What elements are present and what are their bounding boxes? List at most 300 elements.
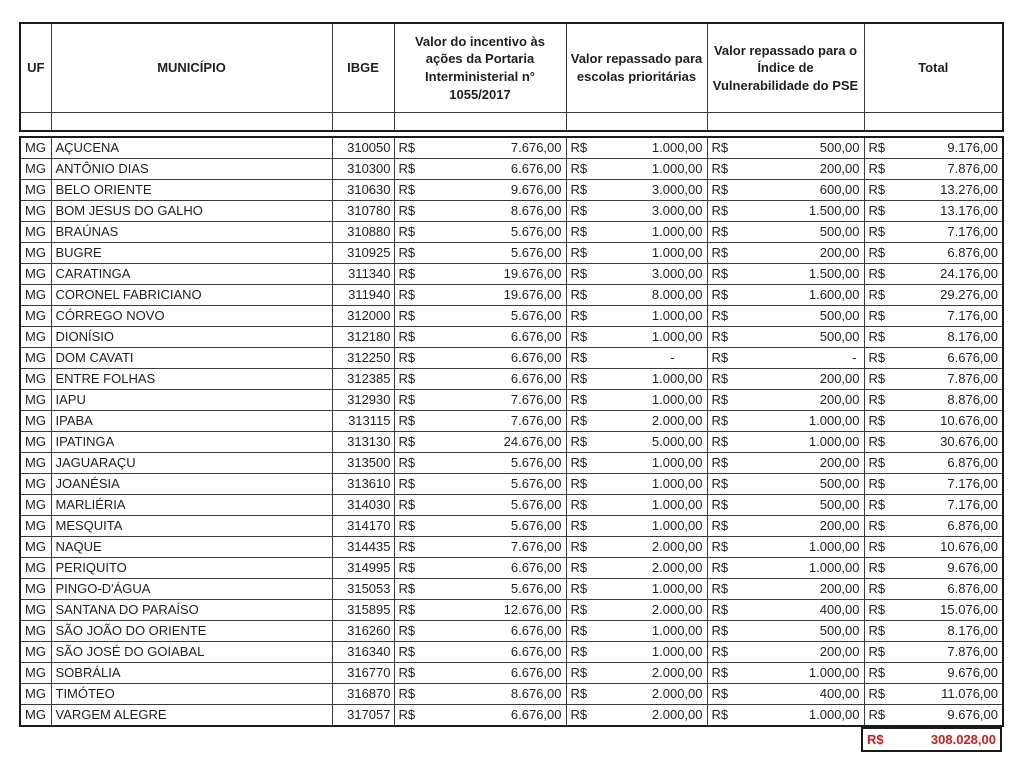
- incentivo-cell: R$ 8.676,00: [394, 684, 566, 705]
- currency-label: R$: [868, 203, 886, 218]
- pse-cell: R$ 500,00: [707, 474, 864, 495]
- uf-cell: MG: [20, 285, 51, 306]
- ibge-cell: 316340: [332, 642, 394, 663]
- total-cell: R$ 7.876,00: [864, 642, 1003, 663]
- currency-label: R$: [570, 161, 588, 176]
- currency-label: R$: [711, 581, 729, 596]
- municipio-cell: VARGEM ALEGRE: [51, 705, 332, 727]
- currency-label: R$: [711, 497, 729, 512]
- currency-label: R$: [398, 245, 416, 260]
- total-cell: R$ 6.876,00: [864, 579, 1003, 600]
- uf-cell: MG: [20, 348, 51, 369]
- currency-label: R$: [711, 224, 729, 239]
- uf-cell: MG: [20, 306, 51, 327]
- incentivo-cell: R$ 6.676,00: [394, 621, 566, 642]
- escolas-cell: R$ 2.000,00: [566, 684, 707, 705]
- total-cell: R$ 6.876,00: [864, 516, 1003, 537]
- municipio-cell: CARATINGA: [51, 264, 332, 285]
- table-row: [20, 537, 1003, 558]
- escolas-cell: R$ 1.000,00: [566, 453, 707, 474]
- table-row: [20, 684, 1003, 705]
- uf-cell: MG: [20, 621, 51, 642]
- currency-label: R$: [868, 623, 886, 638]
- uf-cell: MG: [20, 327, 51, 348]
- currency-label: R$: [570, 392, 588, 407]
- ibge-cell: 314030: [332, 495, 394, 516]
- currency-label: R$: [570, 308, 588, 323]
- currency-label: R$: [711, 665, 729, 680]
- table-row: [20, 243, 1003, 264]
- ibge-cell: 311940: [332, 285, 394, 306]
- pse-cell: R$ 1.000,00: [707, 432, 864, 453]
- total-cell: R$ 10.676,00: [864, 411, 1003, 432]
- table-row: [20, 264, 1003, 285]
- total-cell: R$ 6.676,00: [864, 348, 1003, 369]
- escolas-cell: R$ 1.000,00: [566, 369, 707, 390]
- currency-label: R$: [398, 413, 416, 428]
- currency-label: R$: [868, 266, 886, 281]
- ibge-cell: 312000: [332, 306, 394, 327]
- ibge-cell: 310780: [332, 201, 394, 222]
- currency-label: R$: [868, 602, 886, 617]
- currency-label: R$: [711, 518, 729, 533]
- escolas-cell: R$ 2.000,00: [566, 411, 707, 432]
- table-row: [20, 663, 1003, 684]
- municipio-cell: BUGRE: [51, 243, 332, 264]
- municipio-cell: ANTÔNIO DIAS: [51, 159, 332, 180]
- total-cell: R$ 9.676,00: [864, 663, 1003, 684]
- municipio-cell: SÃO JOÃO DO ORIENTE: [51, 621, 332, 642]
- currency-label: R$: [398, 707, 416, 722]
- municipio-cell: SÃO JOSÉ DO GOIABAL: [51, 642, 332, 663]
- grand-total-cell: [862, 728, 1001, 751]
- incentivo-cell: R$ 7.676,00: [394, 411, 566, 432]
- currency-label: R$: [868, 497, 886, 512]
- currency-label: R$: [398, 560, 416, 575]
- incentivo-cell: R$ 12.676,00: [394, 600, 566, 621]
- currency-label: R$: [868, 245, 886, 260]
- ibge-cell: 310630: [332, 180, 394, 201]
- incentivo-cell: R$ 6.676,00: [394, 558, 566, 579]
- incentivo-cell: R$ 5.676,00: [394, 495, 566, 516]
- municipio-cell: SOBRÁLIA: [51, 663, 332, 684]
- municipio-cell: BRAÚNAS: [51, 222, 332, 243]
- pse-cell: R$ 1.000,00: [707, 411, 864, 432]
- escolas-cell: R$ 2.000,00: [566, 537, 707, 558]
- currency-label: R$: [711, 707, 729, 722]
- pse-cell: R$ 200,00: [707, 579, 864, 600]
- municipio-cell: TIMÓTEO: [51, 684, 332, 705]
- currency-label: R$: [398, 581, 416, 596]
- municipio-cell: BELO ORIENTE: [51, 180, 332, 201]
- municipio-cell: SANTANA DO PARAÍSO: [51, 600, 332, 621]
- incentivo-cell: R$ 5.676,00: [394, 474, 566, 495]
- uf-cell: MG: [20, 411, 51, 432]
- currency-label: R$: [570, 245, 588, 260]
- currency-label: R$: [570, 476, 588, 491]
- currency-label: R$: [868, 518, 886, 533]
- currency-label: R$: [711, 287, 729, 302]
- municipio-cell: IPATINGA: [51, 432, 332, 453]
- municipio-cell: JAGUARAÇU: [51, 453, 332, 474]
- currency-label: R$: [398, 329, 416, 344]
- table-row: [20, 642, 1003, 663]
- currency-label: R$: [868, 161, 886, 176]
- incentivo-cell: R$ 19.676,00: [394, 285, 566, 306]
- currency-label: R$: [868, 287, 886, 302]
- currency-label: R$: [868, 413, 886, 428]
- currency-label: R$: [570, 644, 588, 659]
- currency-label: R$: [398, 224, 416, 239]
- header-total: Total: [864, 23, 1003, 113]
- total-cell: R$ 13.276,00: [864, 180, 1003, 201]
- currency-label: R$: [398, 686, 416, 701]
- currency-label: R$: [868, 350, 886, 365]
- currency-label: R$: [570, 686, 588, 701]
- pse-cell: R$ 400,00: [707, 684, 864, 705]
- currency-label: R$: [398, 350, 416, 365]
- empty-spacer-row: [20, 113, 1003, 132]
- currency-label: R$: [867, 731, 884, 747]
- table-row: [20, 621, 1003, 642]
- incentivo-cell: R$ 5.676,00: [394, 453, 566, 474]
- ibge-cell: 316870: [332, 684, 394, 705]
- currency-label: R$: [868, 224, 886, 239]
- header-pse: Valor repassado para o Índice de Vulnerabilidade do PSE: [707, 23, 864, 113]
- total-cell: R$ 9.676,00: [864, 705, 1003, 727]
- ibge-cell: 316770: [332, 663, 394, 684]
- currency-label: R$: [711, 203, 729, 218]
- currency-label: R$: [398, 140, 416, 155]
- total-cell: R$ 13.176,00: [864, 201, 1003, 222]
- pse-cell: R$ 1.000,00: [707, 705, 864, 727]
- pse-cell: R$ 500,00: [707, 495, 864, 516]
- currency-label: R$: [570, 266, 588, 281]
- currency-label: R$: [570, 203, 588, 218]
- ibge-cell: 314995: [332, 558, 394, 579]
- escolas-cell: R$ -: [566, 348, 707, 369]
- total-cell: R$ 8.176,00: [864, 621, 1003, 642]
- currency-label: R$: [570, 329, 588, 344]
- pse-cell: R$ 500,00: [707, 621, 864, 642]
- currency-label: R$: [711, 371, 729, 386]
- municipio-cell: DOM CAVATI: [51, 348, 332, 369]
- ibge-cell: 315053: [332, 579, 394, 600]
- grand-total-row: [861, 727, 1002, 752]
- currency-label: R$: [398, 371, 416, 386]
- table-row: [20, 327, 1003, 348]
- currency-label: R$: [570, 560, 588, 575]
- incentivo-cell: R$ 5.676,00: [394, 243, 566, 264]
- currency-label: R$: [570, 140, 588, 155]
- currency-label: R$: [570, 497, 588, 512]
- currency-label: R$: [398, 644, 416, 659]
- currency-label: R$: [711, 413, 729, 428]
- currency-label: R$: [570, 539, 588, 554]
- total-cell: R$ 9.676,00: [864, 558, 1003, 579]
- currency-label: R$: [868, 371, 886, 386]
- currency-label: R$: [570, 581, 588, 596]
- incentivo-cell: R$ 6.676,00: [394, 705, 566, 727]
- escolas-cell: R$ 3.000,00: [566, 201, 707, 222]
- header-row: [20, 23, 1003, 113]
- uf-cell: MG: [20, 558, 51, 579]
- uf-cell: MG: [20, 453, 51, 474]
- currency-label: R$: [868, 644, 886, 659]
- municipio-cell: NAQUE: [51, 537, 332, 558]
- incentivo-cell: R$ 6.676,00: [394, 642, 566, 663]
- currency-label: R$: [868, 329, 886, 344]
- currency-label: R$: [711, 644, 729, 659]
- currency-label: R$: [570, 350, 588, 365]
- table-row: [20, 453, 1003, 474]
- municipio-cell: PINGO-D'ÁGUA: [51, 579, 332, 600]
- escolas-cell: R$ 1.000,00: [566, 642, 707, 663]
- table-row: [20, 495, 1003, 516]
- uf-cell: MG: [20, 516, 51, 537]
- municipality-funding-table: [19, 22, 1002, 752]
- uf-cell: MG: [20, 600, 51, 621]
- uf-cell: MG: [20, 705, 51, 727]
- escolas-cell: R$ 1.000,00: [566, 516, 707, 537]
- currency-label: R$: [868, 539, 886, 554]
- uf-cell: MG: [20, 642, 51, 663]
- currency-label: R$: [711, 182, 729, 197]
- ibge-cell: 310300: [332, 159, 394, 180]
- currency-label: R$: [711, 623, 729, 638]
- table-row: [20, 222, 1003, 243]
- table-row: [20, 369, 1003, 390]
- incentivo-cell: R$ 9.676,00: [394, 180, 566, 201]
- municipio-cell: MARLIÉRIA: [51, 495, 332, 516]
- currency-label: R$: [868, 560, 886, 575]
- uf-cell: MG: [20, 243, 51, 264]
- currency-label: R$: [711, 392, 729, 407]
- uf-cell: MG: [20, 579, 51, 600]
- uf-cell: MG: [20, 537, 51, 558]
- currency-label: R$: [570, 455, 588, 470]
- currency-label: R$: [570, 623, 588, 638]
- currency-label: R$: [398, 539, 416, 554]
- header-municipio: MUNICÍPIO: [51, 23, 332, 113]
- currency-label: R$: [868, 308, 886, 323]
- currency-label: R$: [398, 518, 416, 533]
- municipio-cell: PERIQUITO: [51, 558, 332, 579]
- currency-label: R$: [398, 665, 416, 680]
- table-row: [20, 558, 1003, 579]
- incentivo-cell: R$ 5.676,00: [394, 222, 566, 243]
- total-cell: R$ 7.176,00: [864, 474, 1003, 495]
- incentivo-cell: R$ 19.676,00: [394, 264, 566, 285]
- pse-cell: R$ -: [707, 348, 864, 369]
- escolas-cell: R$ 8.000,00: [566, 285, 707, 306]
- total-cell: R$ 24.176,00: [864, 264, 1003, 285]
- table-row: [20, 348, 1003, 369]
- total-cell: R$ 30.676,00: [864, 432, 1003, 453]
- table-row: [20, 432, 1003, 453]
- ibge-cell: 312385: [332, 369, 394, 390]
- total-cell: R$ 29.276,00: [864, 285, 1003, 306]
- escolas-cell: R$ 2.000,00: [566, 705, 707, 727]
- currency-label: R$: [868, 392, 886, 407]
- table-row: [20, 306, 1003, 327]
- currency-label: R$: [711, 455, 729, 470]
- escolas-cell: R$ 1.000,00: [566, 306, 707, 327]
- municipio-cell: MESQUITA: [51, 516, 332, 537]
- municipio-cell: BOM JESUS DO GALHO: [51, 201, 332, 222]
- currency-label: R$: [868, 455, 886, 470]
- currency-label: R$: [398, 182, 416, 197]
- incentivo-cell: R$ 8.676,00: [394, 201, 566, 222]
- incentivo-cell: R$ 7.676,00: [394, 390, 566, 411]
- escolas-cell: R$ 1.000,00: [566, 390, 707, 411]
- currency-label: R$: [398, 203, 416, 218]
- escolas-cell: R$ 2.000,00: [566, 600, 707, 621]
- pse-cell: R$ 1.600,00: [707, 285, 864, 306]
- currency-label: R$: [570, 182, 588, 197]
- currency-label: R$: [398, 308, 416, 323]
- incentivo-cell: R$ 7.676,00: [394, 537, 566, 558]
- incentivo-cell: R$ 6.676,00: [394, 369, 566, 390]
- table-body: [19, 136, 1004, 727]
- total-cell: R$ 6.876,00: [864, 453, 1003, 474]
- currency-label: R$: [711, 266, 729, 281]
- pse-cell: R$ 500,00: [707, 327, 864, 348]
- total-cell: R$ 11.076,00: [864, 684, 1003, 705]
- incentivo-cell: R$ 24.676,00: [394, 432, 566, 453]
- escolas-cell: R$ 1.000,00: [566, 159, 707, 180]
- total-cell: R$ 7.876,00: [864, 159, 1003, 180]
- pse-cell: R$ 1.000,00: [707, 663, 864, 684]
- table-row: [20, 285, 1003, 306]
- total-cell: R$ 7.176,00: [864, 306, 1003, 327]
- ibge-cell: 312930: [332, 390, 394, 411]
- pse-cell: R$ 1.000,00: [707, 537, 864, 558]
- municipio-cell: IAPU: [51, 390, 332, 411]
- ibge-cell: 314435: [332, 537, 394, 558]
- pse-cell: R$ 200,00: [707, 390, 864, 411]
- escolas-cell: R$ 1.000,00: [566, 137, 707, 159]
- currency-label: R$: [398, 266, 416, 281]
- currency-label: R$: [398, 455, 416, 470]
- currency-label: R$: [711, 308, 729, 323]
- escolas-cell: R$ 5.000,00: [566, 432, 707, 453]
- ibge-cell: 313130: [332, 432, 394, 453]
- escolas-cell: R$ 1.000,00: [566, 327, 707, 348]
- ibge-cell: 315895: [332, 600, 394, 621]
- currency-label: R$: [868, 182, 886, 197]
- header-incentivo: Valor do incentivo às ações da Portaria Interministerial n° 1055/2017: [394, 23, 566, 113]
- currency-label: R$: [570, 434, 588, 449]
- pse-cell: R$ 1.500,00: [707, 201, 864, 222]
- table-header: [19, 22, 1004, 132]
- total-cell: R$ 8.876,00: [864, 390, 1003, 411]
- ibge-cell: 312250: [332, 348, 394, 369]
- pse-cell: R$ 1.500,00: [707, 264, 864, 285]
- table-row: [20, 137, 1003, 159]
- total-cell: R$ 7.176,00: [864, 222, 1003, 243]
- currency-label: R$: [711, 434, 729, 449]
- total-cell: R$ 9.176,00: [864, 137, 1003, 159]
- grand-total-value: 308.028,00: [930, 731, 996, 747]
- currency-label: R$: [868, 581, 886, 596]
- table-row: [20, 474, 1003, 495]
- table-row: [20, 390, 1003, 411]
- header-ibge: IBGE: [332, 23, 394, 113]
- currency-label: R$: [570, 602, 588, 617]
- incentivo-cell: R$ 5.676,00: [394, 306, 566, 327]
- pse-cell: R$ 200,00: [707, 516, 864, 537]
- escolas-cell: R$ 1.000,00: [566, 243, 707, 264]
- header-uf: UF: [20, 23, 51, 113]
- municipio-cell: CÓRREGO NOVO: [51, 306, 332, 327]
- incentivo-cell: R$ 6.676,00: [394, 663, 566, 684]
- currency-label: R$: [711, 686, 729, 701]
- pse-cell: R$ 1.000,00: [707, 558, 864, 579]
- escolas-cell: R$ 1.000,00: [566, 495, 707, 516]
- table-row: [20, 579, 1003, 600]
- table-row: [20, 705, 1003, 727]
- total-cell: R$ 6.876,00: [864, 243, 1003, 264]
- incentivo-cell: R$ 6.676,00: [394, 159, 566, 180]
- uf-cell: MG: [20, 495, 51, 516]
- total-cell: R$ 8.176,00: [864, 327, 1003, 348]
- uf-cell: MG: [20, 264, 51, 285]
- uf-cell: MG: [20, 390, 51, 411]
- uf-cell: MG: [20, 663, 51, 684]
- municipio-cell: JOANÉSIA: [51, 474, 332, 495]
- escolas-cell: R$ 1.000,00: [566, 474, 707, 495]
- uf-cell: MG: [20, 137, 51, 159]
- table-row: [20, 600, 1003, 621]
- currency-label: R$: [711, 350, 729, 365]
- currency-label: R$: [398, 287, 416, 302]
- uf-cell: MG: [20, 684, 51, 705]
- table-row: [20, 411, 1003, 432]
- currency-label: R$: [711, 539, 729, 554]
- currency-label: R$: [398, 497, 416, 512]
- uf-cell: MG: [20, 180, 51, 201]
- currency-label: R$: [711, 476, 729, 491]
- incentivo-cell: R$ 7.676,00: [394, 137, 566, 159]
- total-cell: R$ 7.876,00: [864, 369, 1003, 390]
- ibge-cell: 314170: [332, 516, 394, 537]
- pse-cell: R$ 500,00: [707, 137, 864, 159]
- pse-cell: R$ 600,00: [707, 180, 864, 201]
- incentivo-cell: R$ 5.676,00: [394, 579, 566, 600]
- municipio-cell: DIONÍSIO: [51, 327, 332, 348]
- currency-label: R$: [570, 665, 588, 680]
- currency-label: R$: [711, 329, 729, 344]
- currency-label: R$: [711, 602, 729, 617]
- ibge-cell: 310925: [332, 243, 394, 264]
- currency-label: R$: [868, 434, 886, 449]
- pse-cell: R$ 200,00: [707, 453, 864, 474]
- incentivo-cell: R$ 6.676,00: [394, 348, 566, 369]
- escolas-cell: R$ 2.000,00: [566, 558, 707, 579]
- pse-cell: R$ 200,00: [707, 243, 864, 264]
- currency-label: R$: [398, 476, 416, 491]
- incentivo-cell: R$ 5.676,00: [394, 516, 566, 537]
- total-cell: R$ 10.676,00: [864, 537, 1003, 558]
- municipio-cell: IPABA: [51, 411, 332, 432]
- header-escolas: Valor repassado para escolas prioritárias: [566, 23, 707, 113]
- currency-label: R$: [570, 707, 588, 722]
- currency-label: R$: [711, 560, 729, 575]
- ibge-cell: 310050: [332, 137, 394, 159]
- pse-cell: R$ 200,00: [707, 369, 864, 390]
- uf-cell: MG: [20, 432, 51, 453]
